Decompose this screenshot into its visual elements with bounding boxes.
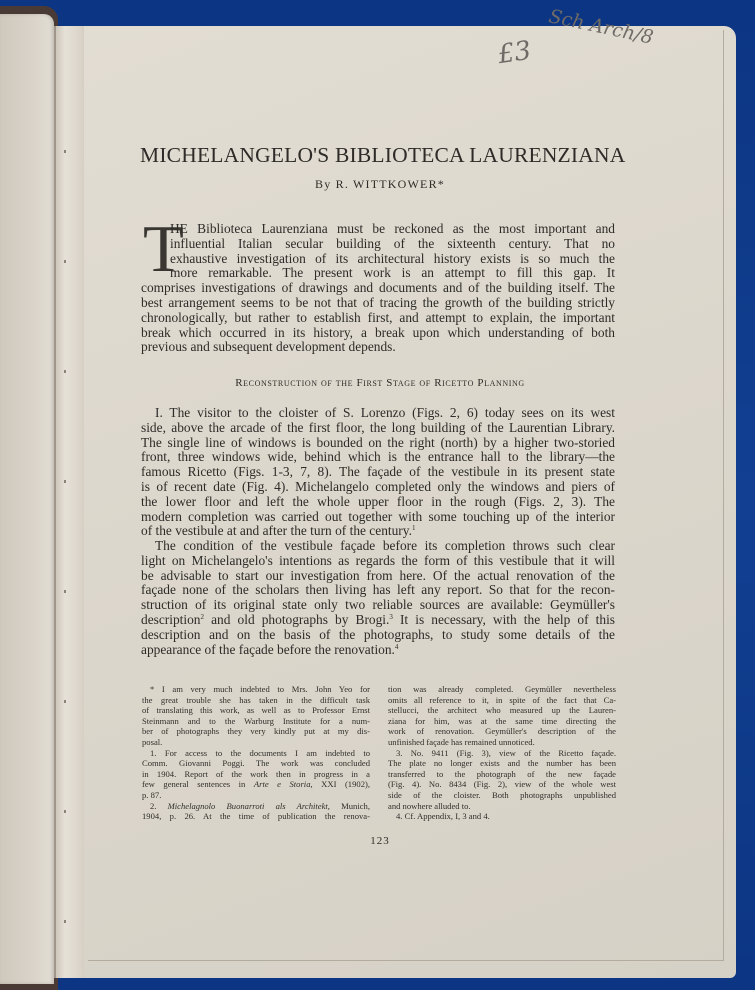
italic-title: Arte e Storia bbox=[253, 779, 311, 790]
text-segment: description bbox=[141, 611, 201, 627]
article-byline: By R. WITTKOWER* bbox=[315, 177, 445, 191]
text-line: side, above the arcade of the first floor, the long building of the Laurentian Library. bbox=[141, 419, 615, 435]
text-line: be advisable to start our investigation from here. Of the actual renovation of the bbox=[141, 567, 615, 583]
footnote-line: ber of photographs they very kindly put at my dis- bbox=[142, 726, 370, 737]
paragraph-2 bbox=[141, 539, 615, 657]
footnote-line: unfinished façade has remained unnoticed. bbox=[388, 736, 535, 747]
text-line: I. The visitor to the cloister of S. Lorenzo (Figs. 2, 6) today sees on its west bbox=[155, 405, 615, 420]
binding-stitch bbox=[64, 700, 66, 703]
footnotes-left-column bbox=[142, 684, 370, 822]
text-line: front, three windows wide, behind which is the entrance hall to the library—the bbox=[141, 449, 615, 465]
text-line bbox=[141, 524, 615, 539]
handwritten-shelf-note: Sch Arch/8 bbox=[546, 5, 656, 49]
footnote-line: (Fig. 4). No. 8434 (Fig. 2), view of the whole west bbox=[388, 779, 616, 790]
binding-stitch bbox=[64, 810, 66, 813]
footnote-line: 1. For access to the documents I am indebted to bbox=[150, 747, 370, 758]
footnote-line: the great trouble she has taken in the difficult task bbox=[142, 694, 370, 705]
footnote-line: p. 87. bbox=[142, 789, 162, 800]
drop-cap: T bbox=[143, 212, 184, 286]
text-segment: and old photographs by Brogi. bbox=[204, 611, 390, 627]
intro-paragraph bbox=[141, 212, 615, 355]
text-line: exhaustive investigation of its architectural history exists is so much the bbox=[170, 250, 615, 266]
binding-stitch bbox=[64, 370, 66, 373]
footnote-line: side of the cloister. Both photographs unpublished bbox=[388, 789, 616, 800]
footnote-ref[interactable]: 2 bbox=[200, 612, 204, 621]
handwritten-price-note: £3 bbox=[496, 35, 534, 71]
footnote-line: 1904, p. 26. At the time of publication the renova- bbox=[142, 811, 370, 822]
binding-stitch bbox=[64, 260, 66, 263]
text-line: the lower floor and left the whole upper floor in the rough (Figs. 2, 3). The bbox=[141, 493, 615, 509]
footnote-ref[interactable]: 3 bbox=[389, 612, 393, 621]
footnote-line: and nowhere alluded to. bbox=[388, 800, 471, 811]
text-line-content: of the vestibule at and after the turn of the century. bbox=[141, 523, 412, 539]
text-segment: 2. bbox=[150, 800, 168, 811]
book-binding-gutter bbox=[54, 26, 86, 978]
section-heading: Reconstruction of the First Stage of Ricetto Planning bbox=[235, 377, 525, 389]
footnote-line bbox=[142, 801, 370, 812]
text-segment: It is necessary, with the help of this bbox=[392, 611, 616, 627]
footnote-line: of translating this work, as well as to Professor Ernst bbox=[142, 705, 370, 716]
text-line bbox=[141, 643, 615, 658]
footnote-ref[interactable]: 1 bbox=[411, 524, 416, 533]
text-line: break which occurred in its history, a break upon which understanding of both bbox=[141, 324, 615, 340]
text-line: HE Biblioteca Laurenziana must be reckoned as the most important and bbox=[170, 221, 615, 236]
binding-stitch bbox=[64, 150, 66, 153]
italic-title: Michelagnolo Buonarroti als Architekt bbox=[167, 800, 328, 811]
left-page-edge bbox=[0, 14, 54, 984]
text-line: chronologically, but rather to establish first, and attempt to explain, the important bbox=[141, 309, 615, 325]
text-line: best arrangement seems to be not that of tracing the growth of the building strictly bbox=[141, 294, 615, 310]
footnote-line: tion was already completed. Geymüller nevertheless bbox=[388, 684, 616, 694]
text-line: is of recent date (Fig. 4). Michelangelo completed only the windows and piers of bbox=[141, 478, 615, 494]
text-line: light on Michelangelo's intentions as regards the form of this vestibule that it will bbox=[141, 552, 615, 568]
text-line: struction of its original state only two reliable sources are available: Geymüller's bbox=[141, 597, 615, 613]
footnote-line: transferred to the photograph of the new façade bbox=[388, 768, 616, 779]
footnote-line: stellucci, the architect who measured up the Lauren- bbox=[388, 705, 616, 716]
footnotes-right-column bbox=[388, 684, 616, 822]
footnote-line: The plate no longer exists and the number has been bbox=[388, 758, 616, 769]
text-line: previous and subsequent development depends. bbox=[141, 339, 396, 355]
text-line: famous Ricetto (Figs. 1-3, 7, 8). The façade of the vestibule in its present state bbox=[141, 464, 615, 480]
text-line: comprises investigations of drawings and documents and of the building itself. The bbox=[141, 280, 615, 296]
footnote-line bbox=[142, 779, 370, 790]
text-segment: , Munich, bbox=[327, 800, 370, 811]
text-segment: appearance of the façade before the renovation. bbox=[141, 641, 395, 657]
text-line: The single line of windows is bounded on the right (north) by a higher two-storied bbox=[141, 434, 615, 450]
footnote-line: work of renovation. Geymüller's description of the bbox=[388, 726, 616, 737]
text-line: The condition of the vestibule façade before its completion throws such clear bbox=[155, 538, 615, 553]
text-line: influential Italian secular building of the sixteenth century. That no bbox=[170, 235, 615, 251]
page-number: 123 bbox=[370, 835, 390, 847]
footnote-line: posal. bbox=[142, 736, 163, 747]
binding-stitch bbox=[64, 920, 66, 923]
footnote-line: 4. Cf. Appendix, I, 3 and 4. bbox=[396, 811, 490, 822]
text-line bbox=[141, 613, 615, 628]
footnote-ref[interactable]: 4 bbox=[394, 642, 399, 651]
text-line: modern completion was carried out together with some touching up of the interior bbox=[141, 508, 615, 524]
footnote-line: * I am very much indebted to Mrs. John Yeo for bbox=[150, 684, 370, 694]
footnote-line: Steinmann and to the Warburg Institute for a num- bbox=[142, 715, 370, 726]
footnote-line: 3. No. 9411 (Fig. 3), view of the Ricetto façade. bbox=[396, 747, 616, 758]
text-segment: few general sentences in bbox=[142, 779, 254, 790]
text-line: façade none of the scholars then living has left any report. So that for the recon- bbox=[141, 582, 615, 598]
footnote-line: ziana for him, was at the same time directing the bbox=[388, 715, 616, 726]
footnote-line: Comm. Giovanni Poggi. The work was concluded bbox=[142, 758, 370, 769]
text-segment: , XXI (1902), bbox=[310, 779, 371, 790]
footnote-line: omits all reference to it, in spite of the fact that Ca- bbox=[388, 694, 616, 705]
footnote-line: in 1904. Report of the work then in progress in a bbox=[142, 768, 370, 779]
text-line: description and on the basis of the photographs, to study some details of the bbox=[141, 626, 615, 642]
article-title: MICHELANGELO'S BIBLIOTECA LAURENZIANA bbox=[140, 143, 626, 167]
binding-stitch bbox=[64, 480, 66, 483]
binding-stitch bbox=[64, 590, 66, 593]
text-line: more remarkable. The present work is an attempt to fill this gap. It bbox=[170, 265, 615, 281]
paragraph-1 bbox=[141, 406, 615, 539]
